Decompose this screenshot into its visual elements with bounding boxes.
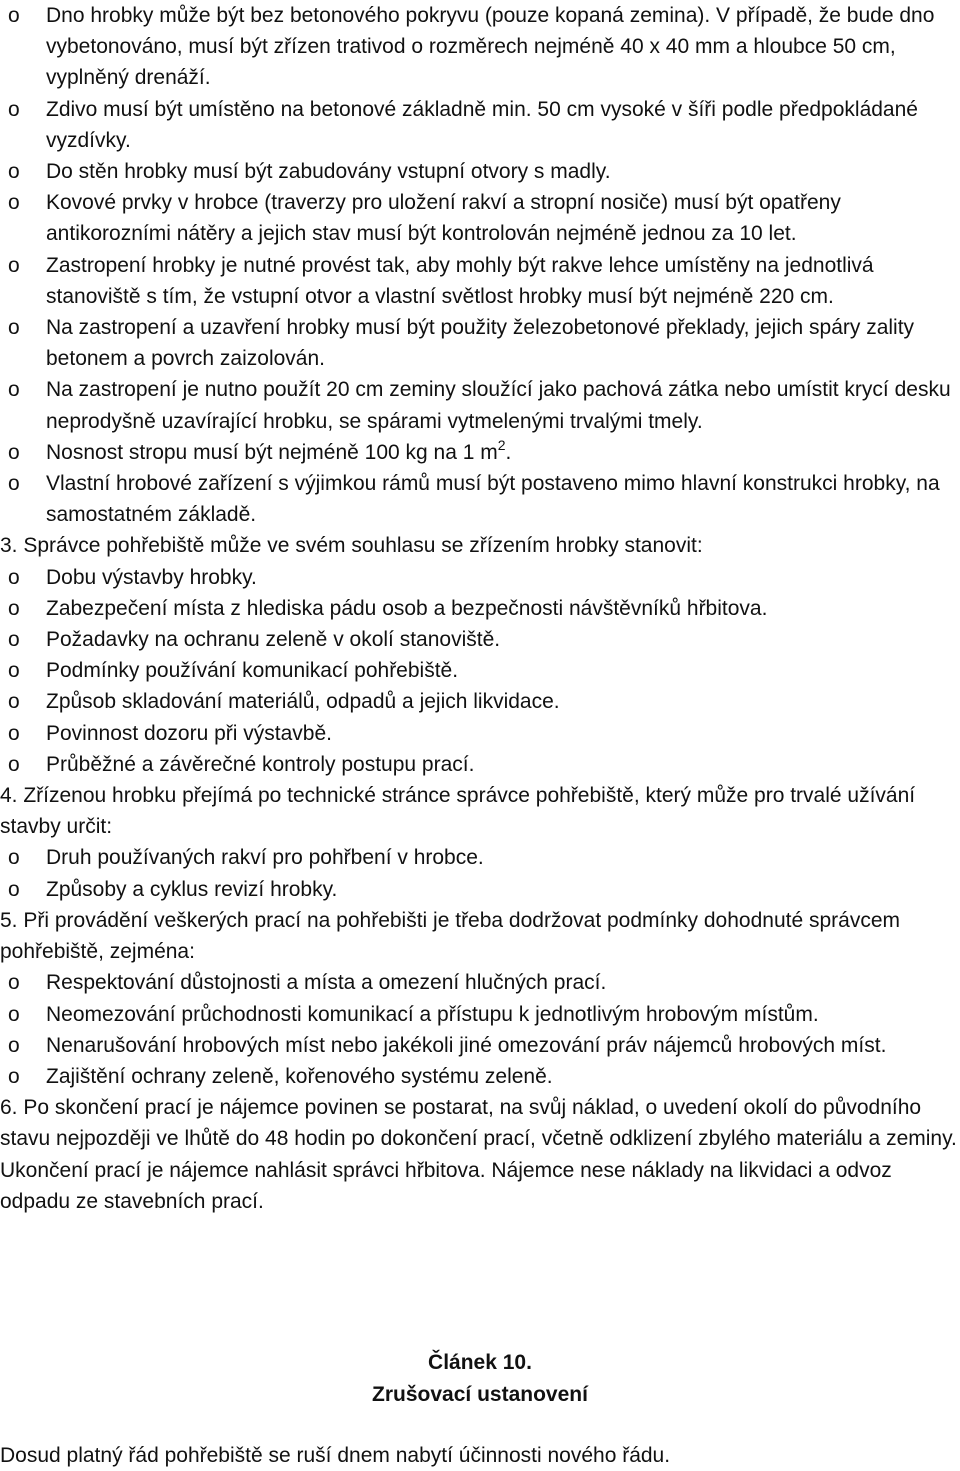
bullet-marker: o [8,628,20,652]
bullet-marker: o [8,596,20,620]
list-item-text: Nosnost stropu musí být nejméně 100 kg na 1 m [46,440,498,464]
list-item [0,156,958,187]
list-item-text: Dno hrobky může být bez betonového pokryvu (pouze kopaná zemina). V případě, že bude dno vybetonováno, musí být zřízen trativod o rozměrech nejméně 40 x 40 mm a hloubce 50 cm, vyplněný drenáží. [46,4,935,90]
list-item-text: Způsoby a cyklus revizí hrobky. [46,877,338,901]
square-meter-exponent: 2 [497,436,506,453]
bullet-marker: o [8,971,20,995]
list-item [0,94,958,156]
bullet-marker: o [8,316,20,340]
bullet-marker: o [8,440,20,464]
list-item [0,187,958,249]
list-item [0,967,958,998]
bullet-marker: o [8,752,20,776]
bullet-marker: o [8,378,20,402]
list-item-text: Zastropení hrobky je nutné provést tak, aby mohly být rakve lehce umístěny na jednotlivá stanoviště s tím, že vstupní otvor a vlastní světlost hrobky musí být nejméně 220 cm. [46,253,874,308]
list-item-text: Dobu výstavby hrobky. [46,565,257,589]
bullet-marker: o [8,4,20,27]
list-item-text: Zajištění ochrany zeleně, kořenového systému zeleně. [46,1064,553,1088]
bullet-marker: o [8,160,20,184]
list-item [0,999,958,1030]
list-item [0,655,958,686]
list-item [0,624,958,655]
article-number: Článek 10. [428,1351,532,1374]
list-item [0,1061,958,1092]
article-title: Zrušovací ustanovení [372,1383,588,1406]
bullet-marker: o [8,690,20,714]
list-item [0,686,958,717]
list-item-text: Na zastropení a uzavření hrobky musí být použity železobetonové překlady, jejich spáry zality betonem a povrch zaizolován. [46,316,915,371]
list-item [0,593,958,624]
bullet-marker: o [8,846,20,870]
section-4-paragraph: 4. Zřízenou hrobku přejímá po technické stránce správce pohřebiště, který může pro trvalé užívání stavby určit: [0,784,916,839]
list-item-text: Kovové prvky v hrobce (traverzy pro uložení rakví a stropní nosiče) musí být opatřeny antikorozními nátěry a jejich stav musí být kontrolován nejméně jednou za 10 let. [46,191,841,246]
list-item-text: Neomezování průchodnosti komunikací a přístupu k jednotlivým hrobovým místům. [46,1002,819,1026]
bullet-marker: o [8,1002,20,1026]
list-item [0,562,958,593]
list-item [0,374,958,436]
section-3-paragraph: 3. Správce pohřebiště může ve svém souhlasu se zřízením hrobky stanovit: [0,534,703,558]
list-item [0,250,958,312]
list-item-text: Zabezpečení místa z hlediska pádu osob a bezpečnosti návštěvníků hřbitova. [46,596,768,620]
bullet-marker: o [8,472,20,496]
list-item-text: Druh používaných rakví pro pohřbení v hrobce. [46,846,484,870]
bullet-marker: o [8,659,20,683]
list-item-text: Na zastropení je nutno použít 20 cm zeminy sloužící jako pachová zátka nebo umístit krycí desku neprodyšně uzavírající hrobku, se spárami vytmelenými trvalými tmely. [46,378,951,433]
list-item-text: Do stěn hrobky musí být zabudovány vstupní otvory s madly. [46,160,611,184]
bullet-marker: o [8,253,20,277]
bullet-marker: o [8,1064,20,1088]
list-item [0,1030,958,1061]
list-item [0,718,958,749]
article-text: Dosud platný řád pohřebiště se ruší dnem nabytí účinnosti nového řádu. [0,1444,671,1467]
list-item [0,842,958,873]
sentence-period: . [505,440,512,464]
list-item [0,749,958,780]
list-item-text: Nenarušování hrobových míst nebo jakékoli jiné omezování práv nájemců hrobových míst. [46,1033,887,1057]
list-item-text: Podmínky používání komunikací pohřebiště. [46,659,459,683]
bullet-marker: o [8,721,20,745]
list-item-text: Požadavky na ochranu zeleně v okolí stanoviště. [46,628,501,652]
bullet-marker: o [8,1033,20,1057]
list-item-text: Povinnost dozoru při výstavbě. [46,721,332,745]
bullet-marker: o [8,877,20,901]
list-item [0,312,958,374]
list-item-text: Vlastní hrobové zařízení s výjimkou rámů musí být postaveno mimo hlavní konstrukci hrobky, na samostatném základě. [46,472,940,527]
bullet-marker: o [8,97,20,121]
list-item-text: Respektování důstojnosti a místa a omezení hlučných prací. [46,971,607,995]
list-item-text: Způsob skladování materiálů, odpadů a jejich likvidace. [46,690,560,714]
list-item [0,874,958,905]
section-6-paragraph: 6. Po skončení prací je nájemce povinen se postarat, na svůj náklad, o uvedení okolí do původního stavu nejpozději ve lhůtě do 48 hodin po dokončení prací, včetně odklizení zbylého materiálu a zeminy. Ukončení prací je nájemce nahlásit správci hřbitova. Nájemce nese náklady na likvidaci a odvoz odpadu ze stavebních prací. [0,1096,957,1213]
list-item-text: Průběžné a závěrečné kontroly postupu prací. [46,752,475,776]
bullet-marker: o [8,565,20,589]
list-item-text: Zdivo musí být umístěno na betonové základně min. 50 cm vysoké v šíři podle předpokládané vyzdívky. [46,97,918,152]
list-item [0,468,958,530]
list-item [0,0,958,94]
section-5-paragraph: 5. Při provádění veškerých prací na pohřebišti je třeba dodržovat podmínky dohodnuté správcem pohřebiště, zejména: [0,908,900,964]
bullet-marker: o [8,191,20,215]
list-item [0,437,958,468]
